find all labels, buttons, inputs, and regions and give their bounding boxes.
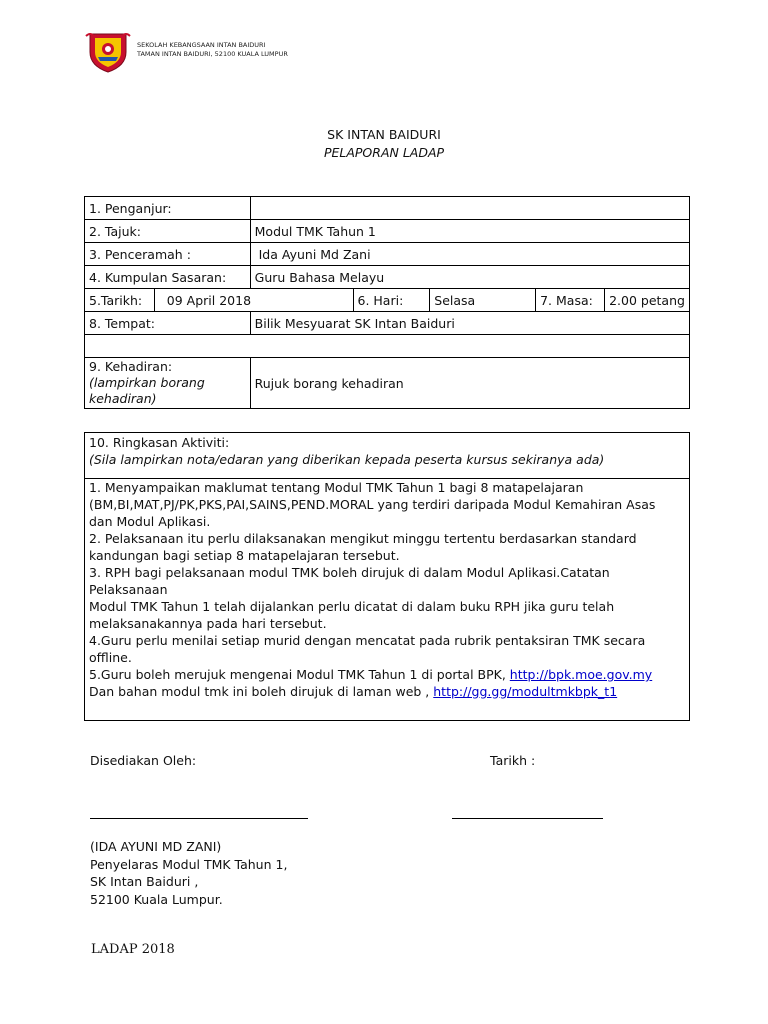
document-title: SK INTAN BAIDURI <box>327 127 441 142</box>
penganjur-value <box>250 197 689 220</box>
penceramah-label: 3. Penceramah : <box>85 243 251 266</box>
info-table <box>84 196 690 409</box>
tarikh-label: 5.Tarikh: <box>85 289 155 312</box>
tarikh-value: 09 April 2018 <box>154 289 353 312</box>
row-ringkasan-head <box>85 433 690 479</box>
row-penganjur <box>85 197 690 220</box>
kumpulan-label: 4. Kumpulan Sasaran: <box>85 266 251 289</box>
signatory-address: 52100 Kuala Lumpur. <box>90 891 223 907</box>
row-kumpulan-sasaran <box>85 266 690 289</box>
tempat-label: 8. Tempat: <box>85 312 251 335</box>
signatory-block <box>90 838 287 908</box>
signatory-name: (IDA AYUNI MD ZANI) <box>90 839 222 854</box>
blank-cell <box>85 335 690 358</box>
ringkasan-label: 10. Ringkasan Aktiviti: <box>89 435 230 450</box>
row-tarikh-hari-masa <box>85 289 690 312</box>
kehadiran-value: Rujuk borang kehadiran <box>250 358 689 409</box>
ringkasan-line: kandungan bagi setiap 8 matapelajaran tersebut. <box>89 548 400 563</box>
kehadiran-label <box>85 358 251 409</box>
ringkasan-line-5-text: 5.Guru boleh merujuk mengenai Modul TMK Tahun 1 di portal BPK, <box>89 667 510 682</box>
row-tajuk <box>85 220 690 243</box>
school-header <box>137 41 288 59</box>
row-tempat <box>85 312 690 335</box>
ringkasan-line-6 <box>89 683 685 700</box>
masa-label: 7. Masa: <box>536 289 605 311</box>
modul-tmk-link[interactable]: http://gg.gg/modultmkbpk_t1 <box>433 684 618 699</box>
school-address: TAMAN INTAN BAIDURI, 52100 KUALA LUMPUR <box>137 50 288 58</box>
penceramah-value: Ida Ayuni Md Zani <box>250 243 689 266</box>
masa-value: 2.00 petang <box>609 292 685 308</box>
row-ringkasan-body <box>85 479 690 721</box>
document-subtitle: PELAPORAN LADAP <box>323 145 445 160</box>
ringkasan-line: dan Modul Aplikasi. <box>89 514 211 529</box>
ringkasan-line: 1. Menyampaikan maklumat tentang Modul TMK Tahun 1 bagi 8 matapelajaran <box>89 480 584 495</box>
hari-label: 6. Hari: <box>353 289 430 312</box>
footer-text: LADAP 2018 <box>91 942 175 957</box>
ringkasan-line: (BM,BI,MAT,PJ/PK,PKS,PAI,SAINS,PEND.MORAL yang terdiri daripada Modul Kemahiran Asas <box>89 497 656 512</box>
row-kehadiran <box>85 358 690 409</box>
school-crest-logo <box>84 30 132 74</box>
tempat-value: Bilik Mesyuarat SK Intan Baiduri <box>250 312 689 335</box>
penganjur-label: 1. Penganjur: <box>85 197 251 220</box>
ringkasan-body <box>85 479 690 721</box>
signature-line <box>90 818 308 819</box>
tajuk-value: Modul TMK Tahun 1 <box>250 220 689 243</box>
signatory-org: SK Intan Baiduri , <box>90 874 199 889</box>
hari-value: Selasa <box>430 289 536 312</box>
ringkasan-header <box>85 433 690 479</box>
ringkasan-line: 4.Guru perlu menilai setiap murid dengan mencatat pada rubrik pentaksiran TMK secara offline. <box>89 633 646 665</box>
date-label: Tarikh : <box>490 753 536 768</box>
ringkasan-line-5 <box>89 666 685 683</box>
ringkasan-line: 3. RPH bagi pelaksanaan modul TMK boleh dirujuk di dalam Modul Aplikasi.Catatan Pelaksanaan <box>89 565 610 597</box>
bpk-portal-link[interactable]: http://bpk.moe.gov.my <box>509 667 653 682</box>
kehadiran-label-title: 9. Kehadiran: <box>89 359 173 374</box>
ringkasan-note: (Sila lampirkan nota/edaran yang diberikan kepada peserta kursus sekiranya ada) <box>89 452 605 467</box>
row-blank <box>85 335 690 358</box>
ringkasan-line-6-text: Dan bahan modul tmk ini boleh dirujuk di laman web , <box>89 684 434 699</box>
ringkasan-line: melaksanakannya pada hari tersebut. <box>89 616 327 631</box>
signatory-role: Penyelaras Modul TMK Tahun 1, <box>90 856 288 872</box>
kehadiran-label-note2: kehadiran) <box>89 391 157 406</box>
kehadiran-label-note1: (lampirkan borang <box>89 375 205 390</box>
kumpulan-value: Guru Bahasa Melayu <box>250 266 689 289</box>
masa-cell <box>536 289 690 312</box>
row-penceramah <box>85 243 690 266</box>
tajuk-label: 2. Tajuk: <box>85 220 251 243</box>
school-name: SEKOLAH KEBANGSAAN INTAN BAIDURI <box>137 41 266 49</box>
ringkasan-line: 2. Pelaksanaan itu perlu dilaksanakan mengikut minggu tertentu berdasarkan standard <box>89 531 637 546</box>
date-line <box>452 818 603 819</box>
ringkasan-line: Modul TMK Tahun 1 telah dijalankan perlu dicatat di dalam buku RPH jika guru telah <box>89 599 615 614</box>
activity-summary-table <box>84 432 690 721</box>
prepared-by-label: Disediakan Oleh: <box>90 753 197 768</box>
